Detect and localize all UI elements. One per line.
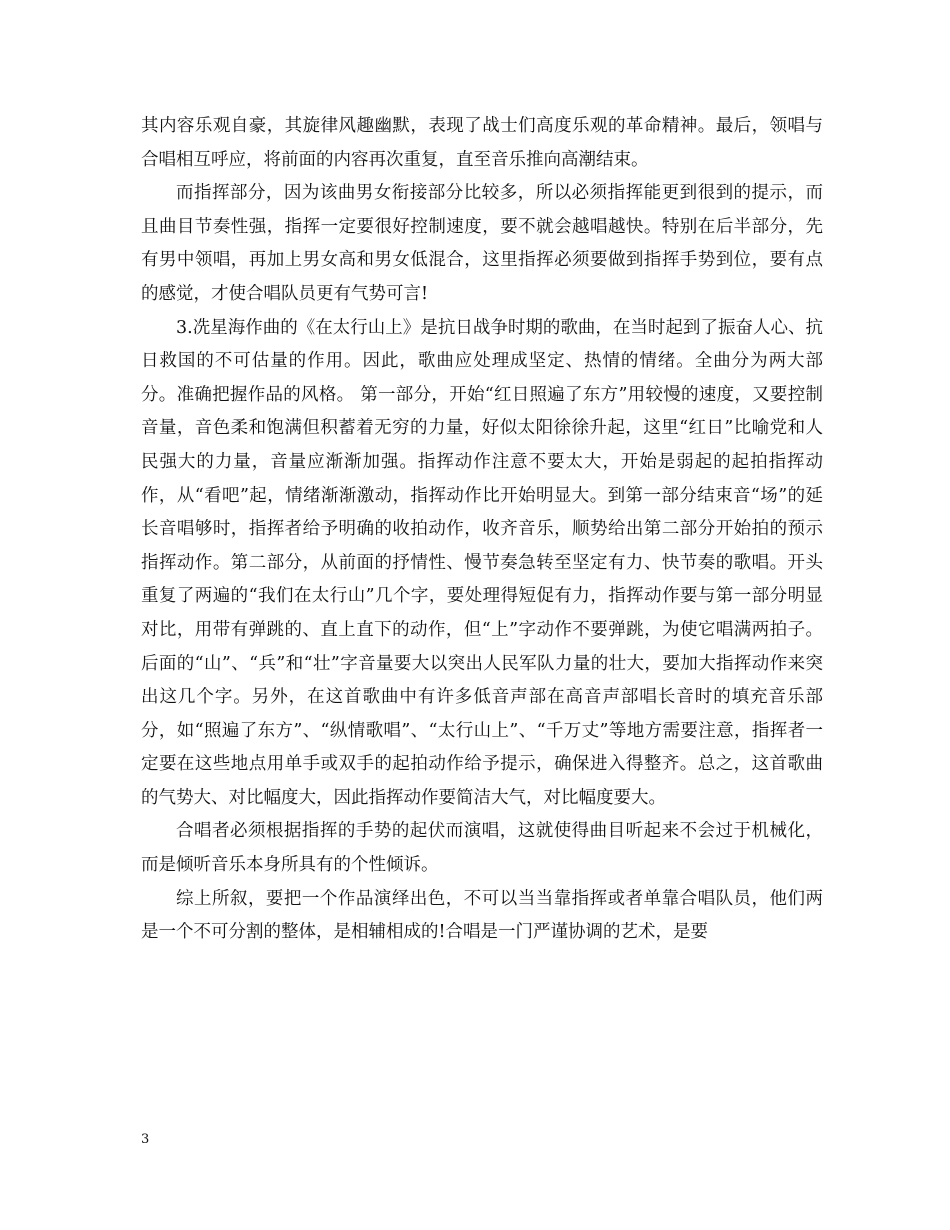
paragraph-conducting-part: 而指挥部分，因为该曲男女衔接部分比较多，所以必须指挥能更到很到的提示，而且曲目节奏性强，指挥一定要很好控制速度，要不就会越唱越快。特别在后半部分，先有男中领唱，再加上男女高和男女低混合，这里指挥必须要做到指挥手势到位，要有点的感觉，才使合唱队员更有气势可言!	[141, 183, 823, 304]
page-number: 3	[141, 1132, 150, 1147]
paragraph-chorus-singers: 合唱者必须根据指挥的手势的起伏而演唱，这就使得曲目听起来不会过于机械化，而是倾听音乐本身所具有的个性倾诉。	[141, 821, 823, 876]
paragraph-continuation: 其内容乐观自豪，其旋律风趣幽默，表现了战士们高度乐观的革命精神。最后，领唱与合唱相互呼应，将前面的内容再次重复，直至音乐推向高潮结束。	[141, 116, 823, 170]
paragraph-conclusion: 综上所叙，要把一个作品演绎出色，不可以当当靠指挥或者单靠合唱队员，他们两是一个不可分割的整体，是相辅相成的!合唱是一门严谨协调的艺术，是要	[141, 888, 823, 943]
body-text	[141, 110, 823, 950]
paragraph-taihang-mountain: 3.冼星海作曲的《在太行山上》是抗日战争时期的歌曲，在当时起到了振奋人心、抗日救国的不可估量的作用。因此，歌曲应处理成坚定、热情的情绪。全曲分为两大部分。准确把握作品的风格。 第一部分，开始“红日照遍了东方”用较慢的速度，又要控制音量，音色柔和饱满但积蓄着无穷的力量，好似太阳徐徐升起，这里“红日”比喻党和人民强大的力量，音量应渐渐加强。指挥动作注意不要太大，开始是弱起的起拍指挥动作，从“看吧”起，情绪渐渐激动，指挥动作比开始明显大。到第一部分结束音“场”的延长音唱够时，指挥者给予明确的收拍动作，收齐音乐，顺势给出第二部分开始拍的预示指挥动作。第二部分，从前面的抒情性、慢节奏急转至坚定有力、快节奏的歌唱。开头重复了两遍的“我们在太行山”几个字，要处理得短促有力，指挥动作要与第一部分明显对比，用带有弹跳的、直上直下的动作，但“上”字动作不要弹跳，为使它唱满两拍子。后面的“山”、“兵”和“壮”字音量要大以突出人民军队力量的壮大，要加大指挥动作来突出这几个字。另外，在这首歌曲中有许多低音声部在高音声部唱长音时的填充音乐部分，如“照遍了东方”、“纵情歌唱”、“太行山上”、“千万丈”等地方需要注意，指挥者一定要在这些地点用单手或双手的起拍动作给予提示，确保进入得整齐。总之，这首歌曲的气势大、对比幅度大，因此指挥动作要简洁大气，对比幅度要大。	[141, 317, 823, 808]
